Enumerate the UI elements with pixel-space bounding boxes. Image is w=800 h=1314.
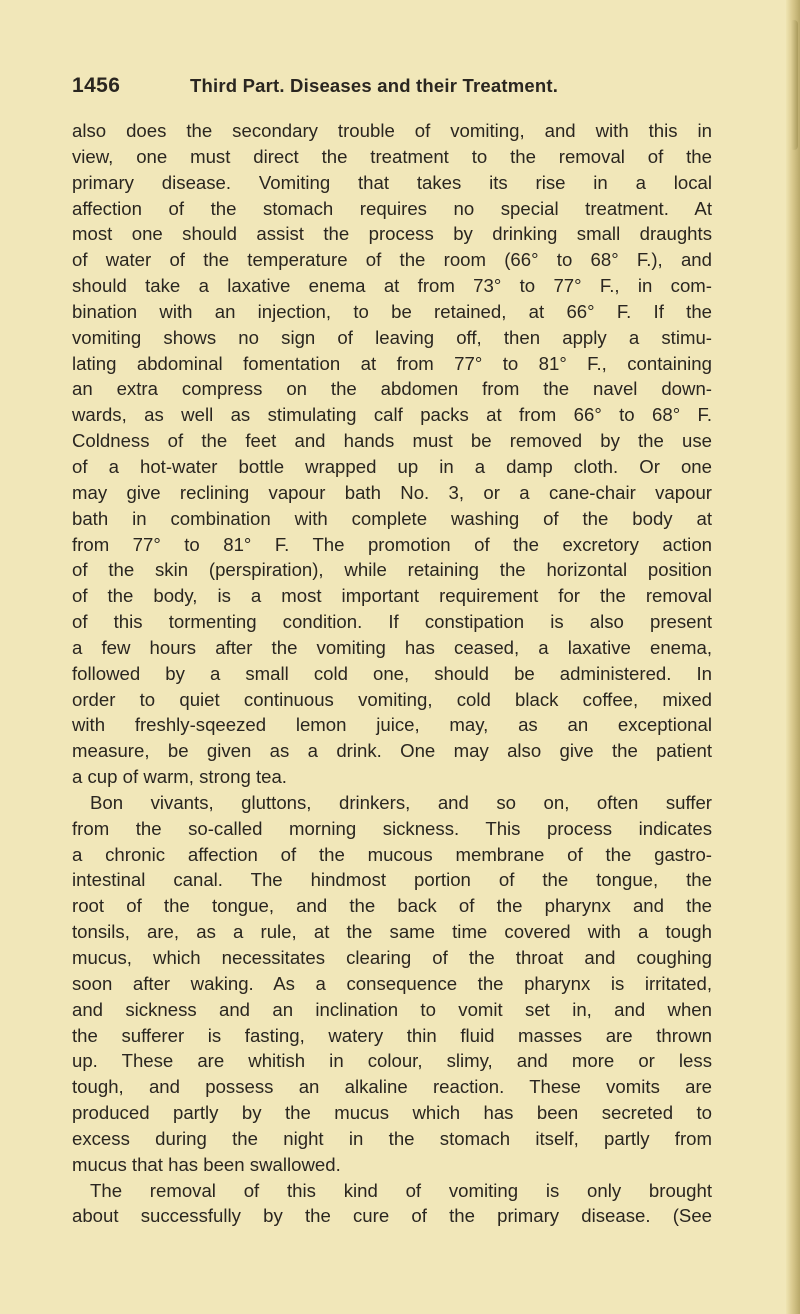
text-line: mucus, which necessitates clearing of the throat and coughing (72, 947, 712, 968)
text-line: and sickness and an inclination to vomit set in, and when (72, 998, 712, 1020)
page-edge (786, 0, 800, 1314)
text-line: soon after waking. As a consequence the pharynx is irritated, (72, 972, 712, 994)
text-line: about successfully by the cure of the primary disease. (See (72, 1205, 712, 1227)
text-line: with freshly-sqeezed lemon juice, may, as an exceptional (72, 714, 712, 736)
text-line: of this tormenting condition. If constipation is also present (72, 611, 712, 633)
running-title: Third Part. Diseases and their Treatment. (190, 75, 559, 96)
text-line: intestinal canal. The hindmost portion of the tongue, the (72, 869, 712, 891)
text-line: of water of the temperature of the room (66° to 68° F.), and (72, 249, 712, 271)
text-line: a chronic affection of the mucous membrane of the gastro- (72, 843, 712, 865)
text-line: a few hours after the vomiting has ceased, a laxative enema, (72, 636, 712, 658)
text-line: followed by a small cold one, should be administered. In (72, 662, 712, 684)
text-line: bath in combination with complete washing of the body at (72, 507, 712, 529)
text-line: the sufferer is fasting, watery thin fluid masses are thrown (72, 1024, 712, 1046)
text-line: up. These are whitish in colour, slimy, and more or less (72, 1050, 712, 1072)
text-line: mucus that has been swallowed. (72, 1153, 341, 1175)
text-line: The removal of this kind of vomiting is only brought (90, 1179, 712, 1201)
text-line: bination with an injection, to be retained, at 66° F. If the (72, 300, 712, 322)
text-line: an extra compress on the abdomen from the navel down- (72, 378, 712, 400)
text-line: primary disease. Vomiting that takes its rise in a local (72, 171, 712, 193)
text-line: measure, be given as a drink. One may also give the patient (72, 740, 712, 762)
text-line: of the body, is a most important requirement for the removal (72, 585, 712, 607)
text-line: Bon vivants, gluttons, drinkers, and so on, often suffer (90, 791, 712, 813)
text-line: also does the secondary trouble of vomiting, and with this in (72, 120, 712, 141)
text-line: order to quiet continuous vomiting, cold black coffee, mixed (72, 688, 712, 710)
text-line: of a hot-water bottle wrapped up in a damp cloth. Or one (72, 455, 712, 477)
text-line: lating abdominal fomentation at from 77° to 81° F., containing (72, 352, 712, 374)
text-line: tough, and possess an alkaline reaction. These vomits are (72, 1076, 712, 1098)
text-line: view, one must direct the treatment to the removal of the (72, 145, 712, 167)
text-line: tonsils, are, as a rule, at the same time covered with a tough (72, 921, 712, 943)
text-line: should take a laxative enema at from 73° to 77° F., in com- (72, 275, 712, 297)
text-line: may give reclining vapour bath No. 3, or a cane-chair vapour (72, 481, 712, 503)
text-line: affection of the stomach requires no special treatment. At (72, 197, 712, 219)
text-line: wards, as well as stimulating calf packs at from 66° to 68° F. (72, 404, 712, 426)
body-text (72, 118, 712, 1229)
page-edge-fold (790, 20, 798, 150)
text-line: root of the tongue, and the back of the pharynx and the (72, 895, 712, 917)
text-line: most one should assist the process by drinking small draughts (72, 223, 712, 245)
running-head (72, 74, 712, 104)
text-line: from the so-called morning sickness. This process indicates (72, 817, 712, 839)
text-line: Coldness of the feet and hands must be removed by the use (72, 430, 712, 452)
page-number: 1456 (72, 74, 121, 97)
text-line: of the skin (perspiration), while retaining the horizontal position (72, 559, 712, 581)
text-line: vomiting shows no sign of leaving off, then apply a stimu- (72, 326, 712, 348)
text-line: from 77° to 81° F. The promotion of the excretory action (72, 533, 712, 555)
text-line: produced partly by the mucus which has been secreted to (72, 1102, 712, 1124)
text-line: a cup of warm, strong tea. (72, 766, 287, 788)
text-line: excess during the night in the stomach itself, partly from (72, 1127, 712, 1149)
